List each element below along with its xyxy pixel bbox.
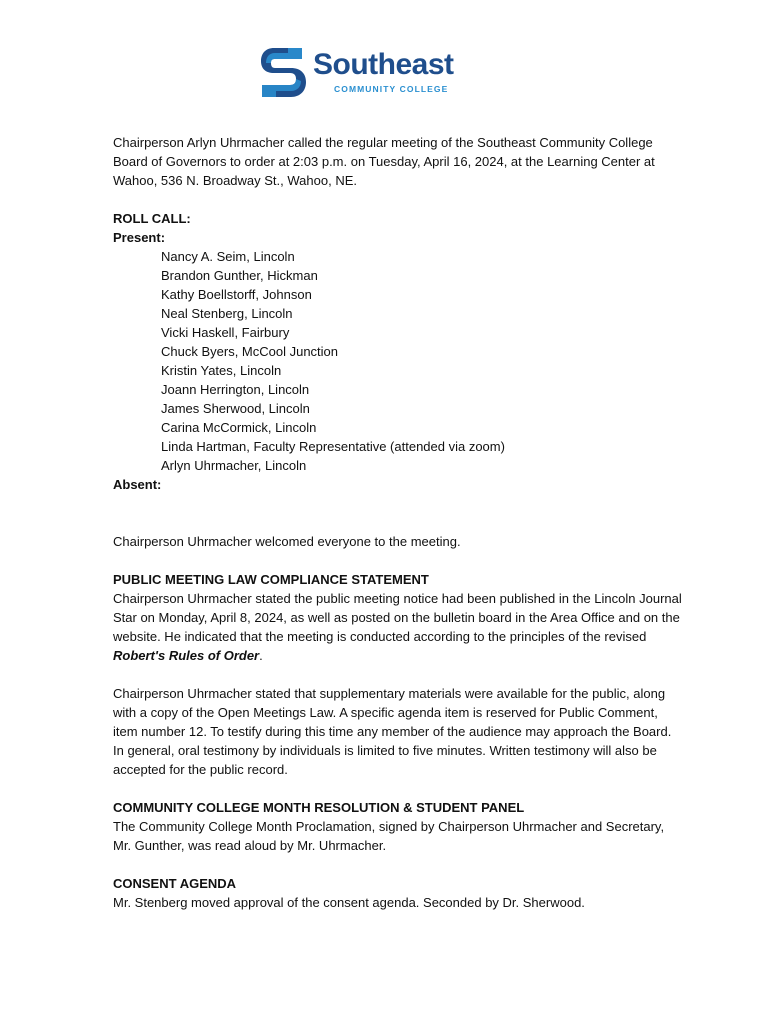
spacer [113,513,683,532]
logo-subtitle: COMMUNITY COLLEGE [334,84,449,94]
list-item: Arlyn Uhrmacher, Lincoln [161,458,307,473]
present-list [113,247,683,475]
list-item: Vicki Haskell, Fairbury [161,325,290,340]
minutes-body [113,133,683,931]
compliance-paragraph-1 [113,589,683,665]
compliance-text-end: . [259,648,263,663]
list-item: Nancy A. Seim, Lincoln [161,249,295,264]
list-item: Chuck Byers, McCool Junction [161,344,339,359]
list-item: Neal Stenberg, Lincoln [161,306,293,321]
compliance-heading: PUBLIC MEETING LAW COMPLIANCE STATEMENT [113,572,429,587]
present-label: Present: [113,230,166,245]
resolution-paragraph: The Community College Month Proclamation, signed by Chairperson Uhrmacher and Secretary, Mr. Gunther, was read aloud by Mr. Uhrmacher. [113,819,665,853]
list-item: Brandon Gunther, Hickman [161,268,318,283]
absent-label: Absent: [113,477,162,492]
resolution-heading: COMMUNITY COLLEGE MONTH RESOLUTION & STUDENT PANEL [113,800,525,815]
roberts-rules-title: Robert's Rules of Order [113,648,260,663]
logo-wordmark: Southeast [313,48,454,81]
list-item: Joann Herrington, Lincoln [161,382,310,397]
list-item: James Sherwood, Lincoln [161,401,310,416]
compliance-text: Chairperson Uhrmacher stated the public meeting notice had been published in the Lincoln Journal Star on Monday, April 8, 2024, as well as posted on the bulletin board in the Area Office and on the website. He indicated that the meeting is conducted according to the principles of the revised [113,591,682,644]
roll-call-heading: ROLL CALL: [113,211,191,226]
list-item: Kristin Yates, Lincoln [161,363,282,378]
list-item: Linda Hartman, Faculty Representative (attended via zoom) [161,439,505,454]
consent-agenda-heading: CONSENT AGENDA [113,876,237,891]
list-item: Kathy Boellstorff, Johnson [161,287,312,302]
logo-s-icon [258,44,308,102]
welcome-paragraph: Chairperson Uhrmacher welcomed everyone to the meeting. [113,534,461,549]
consent-agenda-paragraph: Mr. Stenberg moved approval of the consent agenda. Seconded by Dr. Sherwood. [113,895,585,910]
college-logo [258,44,470,104]
list-item: Carina McCormick, Lincoln [161,420,317,435]
compliance-paragraph-2: Chairperson Uhrmacher stated that supplementary materials were available for the public, along with a copy of the Open Meetings Law. A specific agenda item is reserved for Public Comment, item number 12. To testify during this time any member of the audience may approach the Board. In general, oral testimony by individuals is limited to five minutes. Written testimony will also be accepted for the public record. [113,686,672,777]
intro-paragraph: Chairperson Arlyn Uhrmacher called the regular meeting of the Southeast Community College Board of Governors to order at 2:03 p.m. on Tuesday, April 16, 2024, at the Learning Center at Wahoo, 536 N. Broadway St., Wahoo, NE. [113,135,655,188]
